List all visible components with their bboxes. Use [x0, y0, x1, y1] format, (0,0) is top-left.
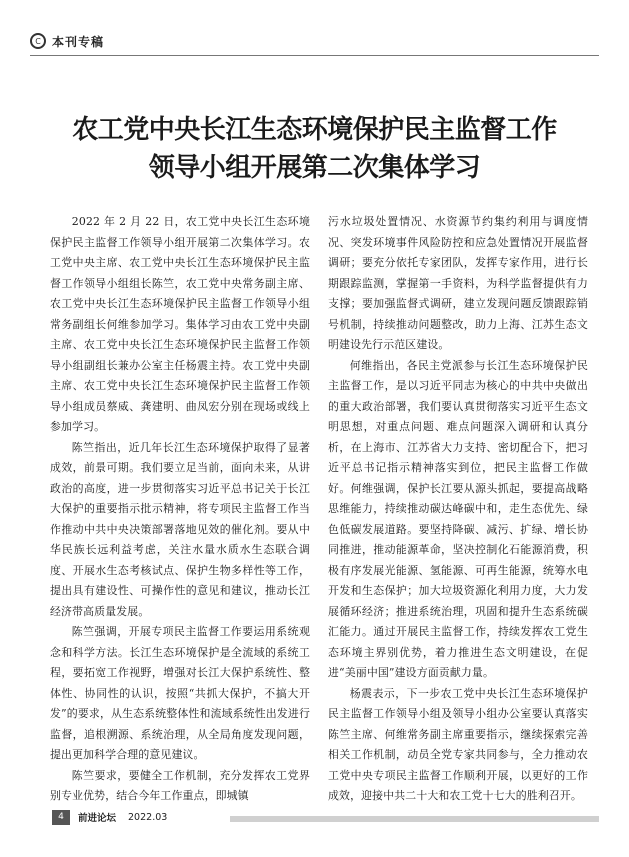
page-number: 4 [52, 810, 70, 825]
paragraph: 杨震表示，下一步农工党中央长江生态环境保护民主监督工作领导小组及领导小组办公室要认真落实陈竺主席、何维常务副主席重要指示，继续探索完善相关工作机制，动员全党专家共同参与，全力推动农工党中央专项民主监督工作顺利开展，以更好的工作成效，迎接中共二十大和农工党十七大的胜利召开。 [328, 686, 588, 802]
page-footer [52, 808, 167, 826]
paragraph: 何维指出，各民主党派参与长江生态环境保护民主监督工作，是以习近平同志为核心的中共中央做出的重大政治部署，我们要认真贯彻落实习近平生态文明思想，对重点问题、难点问题深入调研和认真分析，在上海市、江苏省大力支持、密切配合下，把习近平总书记指示精神落实到位，把民主监督工作做好。何维强调，保护长江要从源头抓起，要提高战略思维能力，持续推动碳达峰碳中和，走生态优先、绿色低碳发展道路。要坚持降碳、减污、扩绿、增长协同推进，推动能源革命，坚决控制化石能源消费，积极有序发展光能源、氢能源、可再生能源，统筹水电开发和生态保护；加大垃圾资源化利用力度，大力发展循环经济；推进系统治理，巩固和提升生态系统碳汇能力。通过开展民主监督工作，持续发挥农工党生态环境主界别优势，着力推进生态文明建设，在促进“美丽中国”建设方面贡献力量。 [328, 358, 588, 679]
footer-bar [230, 816, 599, 822]
left-column [50, 212, 310, 807]
paragraph: 污水垃圾处置情况、水资源节约集约利用与调度情况、突发环境事件风险防控和应急处置情况开展监督调研；要充分依托专家团队，发挥专家作用，进行长期跟踪监测，掌握第一手资料，为科学监督提供有力支撑；要加强监督式调研，建立发现问题反馈跟踪销号机制，持续推动问题整改，助力上海、江苏生态文明建设先行示范区建设。 [328, 215, 588, 351]
right-column [328, 212, 588, 807]
magazine-name: 前进论坛 [78, 813, 117, 824]
column-header [30, 30, 104, 52]
title-line-2: 领导小组开展第二次集体学习 [148, 153, 481, 183]
paragraph: 陈竺强调，开展专项民主监督工作要运用系统观念和科学方法。长江生态环境保护是全流域的系统工程，要拓宽工作视野，增强对长江大保护系统性、整体性、协同性的认识，按照“共抓大保护，不搞大开发”的要求，从生态系统整体性和流域系统性出发进行监督，追根溯源、系统治理，从全局角度发现问题，提出更加科学合理的意见建议。 [50, 625, 310, 761]
paragraph: 陈竺指出，近几年长江生态环境保护取得了显著成效，前景可期。我们要立足当前，面向未来，从讲政治的高度，进一步贯彻落实习近平总书记关于长江大保护的重要指示批示精神，将专项民主监督工作当作推动中共中央决策部署落地见效的催化剂。要从中华民族长远利益考虑，关注水量水质水生态联合调度、开展水生态考核试点、保护生物多样性等工作，提出具有建设性、可操作性的意见和建议，推动长江经济带高质量发展。 [50, 440, 310, 618]
paragraph: 2022 年 2 月 22 日，农工党中央长江生态环境保护民主监督工作领导小组开展第二次集体学习。农工党中央主席、农工党中央长江生态环境保护民主监督工作领导小组组长陈竺，农工党中央常务副主席、农工党中央长江生态环境保护民主监督工作领导小组常务副组长何维参加学习。集体学习由农工党中央副主席、农工党中央长江生态环境保护民主监督工作领导小组副组长兼办公室主任杨震主持。农工党中央副主席、农工党中央长江生态环境保护民主监督工作领导小组成员蔡威、龚建明、曲凤宏分别在现场或线上参加学习。 [50, 215, 310, 433]
article-title [30, 112, 599, 186]
magazine-logo-icon: C [30, 33, 46, 49]
title-line-1: 农工党中央长江生态环境保护民主监督工作 [72, 115, 557, 145]
issue-number: 2022.03 [128, 811, 168, 823]
paragraph: 陈竺要求，要健全工作机制，充分发挥农工党界别专业优势，结合今年工作重点，即城镇 [50, 768, 310, 802]
column-name: 本刊专稿 [52, 34, 105, 49]
header-divider [30, 55, 599, 56]
